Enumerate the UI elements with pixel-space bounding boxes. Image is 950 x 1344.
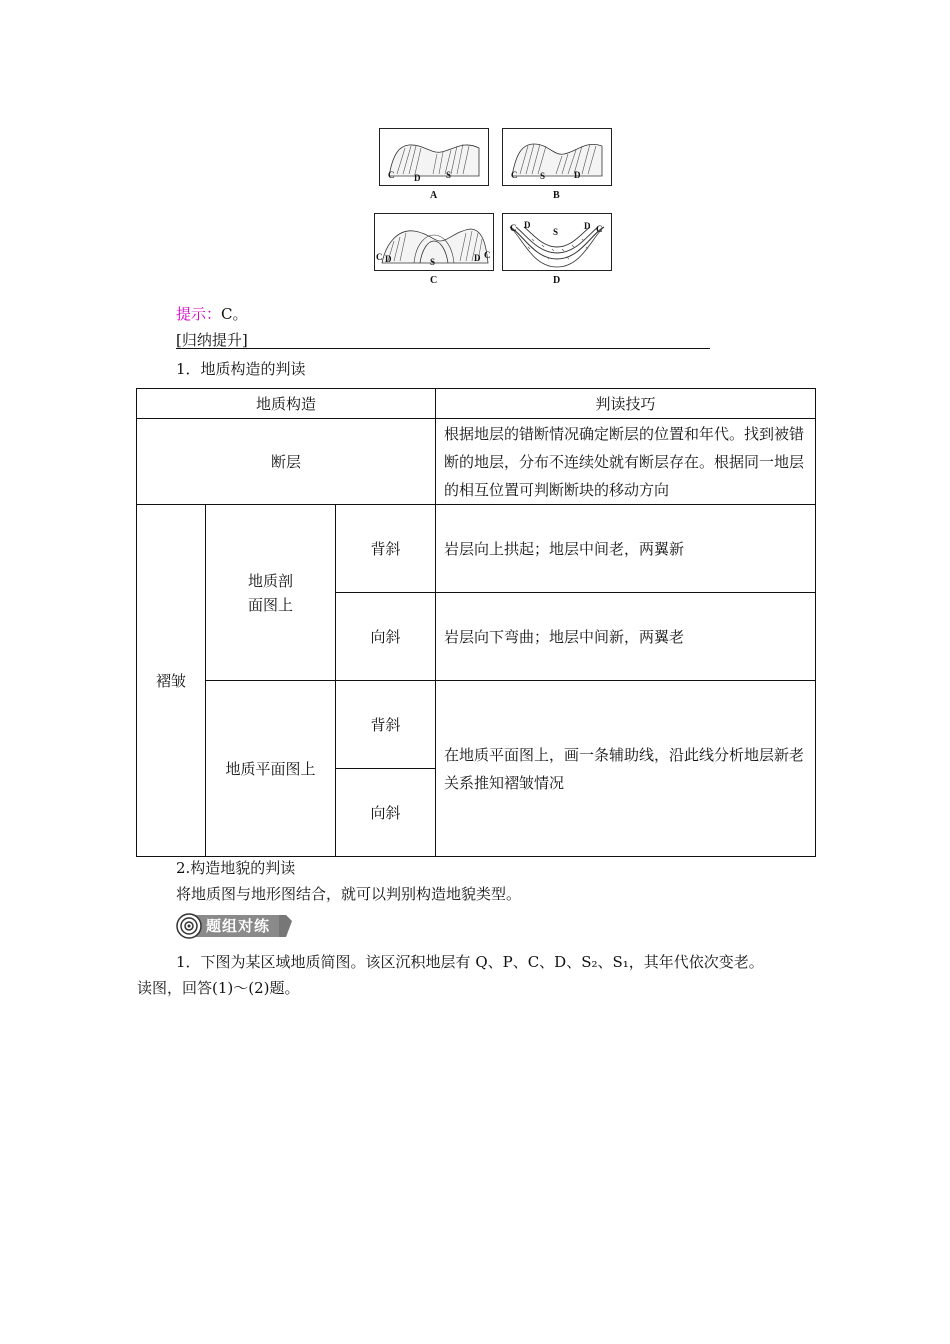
figure-b-letter-1: C <box>511 170 518 180</box>
figure-d-letter-1: C <box>510 223 517 233</box>
figure-c-letter-5: C <box>484 250 491 260</box>
figure-c-letter-3: S <box>430 257 436 267</box>
figure-c-letter-4: D <box>474 253 481 263</box>
badge-label: 题组对练 <box>206 917 271 935</box>
figure-d-letter-5: C <box>596 224 603 234</box>
plan-name: 地质平面图上 <box>206 681 336 857</box>
profile-anticline: 背斜 <box>336 505 436 593</box>
figure-b <box>502 128 612 186</box>
profile-anticline-tip: 岩层向上拱起；地层中间老，两翼新 <box>436 505 816 593</box>
question-1-line-1: 1．下图为某区域地质简图。该区沉积地层有 Q、P、C、D、S₂、S₁，其年代依次变老。 <box>176 953 764 971</box>
figure-d-letter-4: D <box>584 221 591 231</box>
item-2-heading: 2.构造地貌的判读 <box>176 859 296 877</box>
section-underline <box>176 348 710 349</box>
figure-c-letter-1: C <box>376 252 383 262</box>
figure-b-label: B <box>553 190 560 201</box>
figure-c-letter-2: D <box>385 254 392 264</box>
geo-structure-table <box>136 388 816 857</box>
figure-d-letter-3: S <box>553 227 559 237</box>
figure-a-letter-2: D <box>414 173 421 183</box>
figure-a <box>379 128 489 186</box>
figure-c-label: C <box>430 275 438 286</box>
fold-name: 褶皱 <box>137 505 206 857</box>
fault-name: 断层 <box>137 419 436 505</box>
hint-label: 提示： <box>176 305 222 323</box>
hint-answer: C。 <box>221 305 248 323</box>
profile-syncline-tip: 岩层向下弯曲；地层中间新，两翼老 <box>436 593 816 681</box>
plan-tip: 在地质平面图上，画一条辅助线，沿此线分析地层新老关系推知褶皱情况 <box>436 681 816 857</box>
figure-b-letter-2: S <box>540 171 546 181</box>
figure-d <box>502 213 612 271</box>
figure-a-letter-1: C <box>388 170 395 180</box>
plan-syncline: 向斜 <box>336 769 436 857</box>
figure-a-label: A <box>430 190 438 201</box>
figure-d-label: D <box>553 275 561 286</box>
plan-anticline: 背斜 <box>336 681 436 769</box>
section-title: [归纳提升] <box>176 331 248 349</box>
profile-name-text: 地质剖面图上 <box>247 571 293 614</box>
figure-d-letter-2: D <box>524 220 531 230</box>
fault-tip: 根据地层的错断情况确定断层的位置和年代。找到被错断的地层，分布不连续处就有断层存在。根据同一地层的相互位置可判断断块的移动方向 <box>436 419 816 505</box>
header-tips: 判读技巧 <box>436 389 816 419</box>
question-1-line-2: 读图，回答(1)～(2)题。 <box>137 979 300 997</box>
profile-name <box>206 505 336 681</box>
item-2-text: 将地质图与地形图结合，就可以判别构造地貌类型。 <box>176 885 522 903</box>
figure-b-letter-3: D <box>574 170 581 180</box>
hint-line <box>176 304 248 324</box>
header-structure: 地质构造 <box>137 389 436 419</box>
profile-syncline: 向斜 <box>336 593 436 681</box>
figure-a-letter-3: S <box>446 170 452 180</box>
item-1-heading: 1．地质构造的判读 <box>176 360 306 378</box>
